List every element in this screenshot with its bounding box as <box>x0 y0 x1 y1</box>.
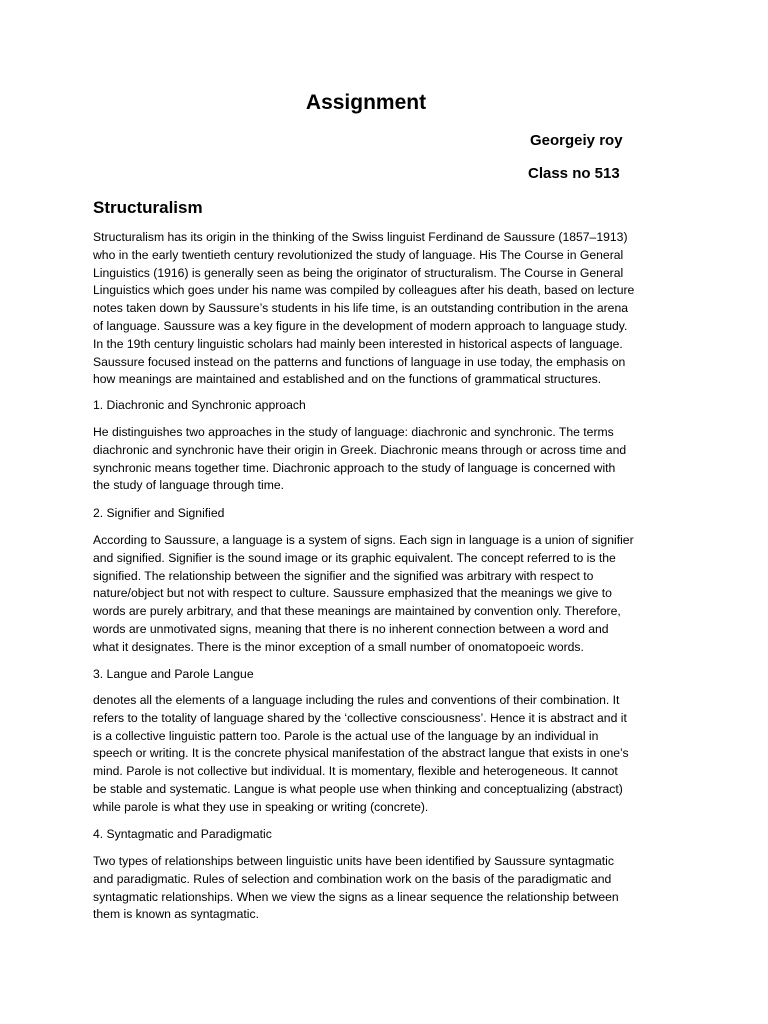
author-name: Georgeiy roy <box>530 132 623 149</box>
subheading-signifier-signified: 2. Signifier and Signified <box>93 506 225 520</box>
section-heading-structuralism: Structuralism <box>93 198 203 217</box>
subheading-langue-parole: 3. Langue and Parole Langue <box>93 667 254 681</box>
subheading-syntagmatic-paradigmatic: 4. Syntagmatic and Paradigmatic <box>93 827 272 841</box>
subheading-diachronic-synchronic: 1. Diachronic and Synchronic approach <box>93 398 306 412</box>
class-number: Class no 513 <box>528 165 620 182</box>
paragraph-langue-parole: denotes all the elements of a language including the rules and conventions of their combination. It refers to the totality of language shared by the ‘collective consciousness’. Hence it is abstract and it is a collective linguistic pattern too. Parole is the actual use of the language by an individual in speech or writing. It is the concrete physical manifestation of the abstract langue that exists in one’s mind. Parole is not collective but individual. It is momentary, flexible and heterogeneous. It cannot be stable and systematic. Langue is what people use when thinking and conceptualizing (abstract) while parole is what they use in speaking or writing (concrete). <box>93 693 629 814</box>
paragraph-syntagmatic-paradigmatic: Two types of relationships between linguistic units have been identified by Saussure syntagmatic and paradigmatic. Rules of selection and combination work on the basis of the paradigmatic and syntagmatic relationships. When we view the signs as a linear sequence the relationship between them is known as syntagmatic. <box>93 854 619 922</box>
document-title: Assignment <box>305 91 427 114</box>
intro-paragraph: Structuralism has its origin in the thinking of the Swiss linguist Ferdinand de Saussure (1857–1913) who in the early twentieth century revolutionized the study of language. His The Course in General Linguistics (1916) is generally seen as being the originator of structuralism. The Course in General Linguistics which goes under his name was compiled by colleagues after his death, based on lecture notes taken down by Saussure’s students in his life time, is an outstanding contribution in the arena of language. Saussure was a key figure in the development of modern approach to language study. In the 19th century linguistic scholars had mainly been interested in historical aspects of language. Saussure focused instead on the patterns and functions of language in use today, the emphasis on how meanings are maintained and established and on the functions of grammatical structures. <box>93 230 635 387</box>
paragraph-diachronic-synchronic: He distinguishes two approaches in the study of language: diachronic and synchronic. The terms diachronic and synchronic have their origin in Greek. Diachronic means through or across time and synchronic means together time. Diachronic approach to the study of language is concerned with the study of language through time. <box>93 425 627 493</box>
paragraph-signifier-signified: According to Saussure, a language is a system of signs. Each sign in language is a union of signifier and signified. Signifier is the sound image or its graphic equivalent. The concept referred to is the signified. The relationship between the signifier and the signified was arbitrary with respect to nature/object but not with respect to culture. Saussure emphasized that the meanings we give to words are purely arbitrary, and that these meanings are maintained by convention only. Therefore, words are unmotivated signs, meaning that there is no inherent connection between a word and what it designates. There is the minor exception of a small number of onomatopoeic words. <box>93 533 634 654</box>
